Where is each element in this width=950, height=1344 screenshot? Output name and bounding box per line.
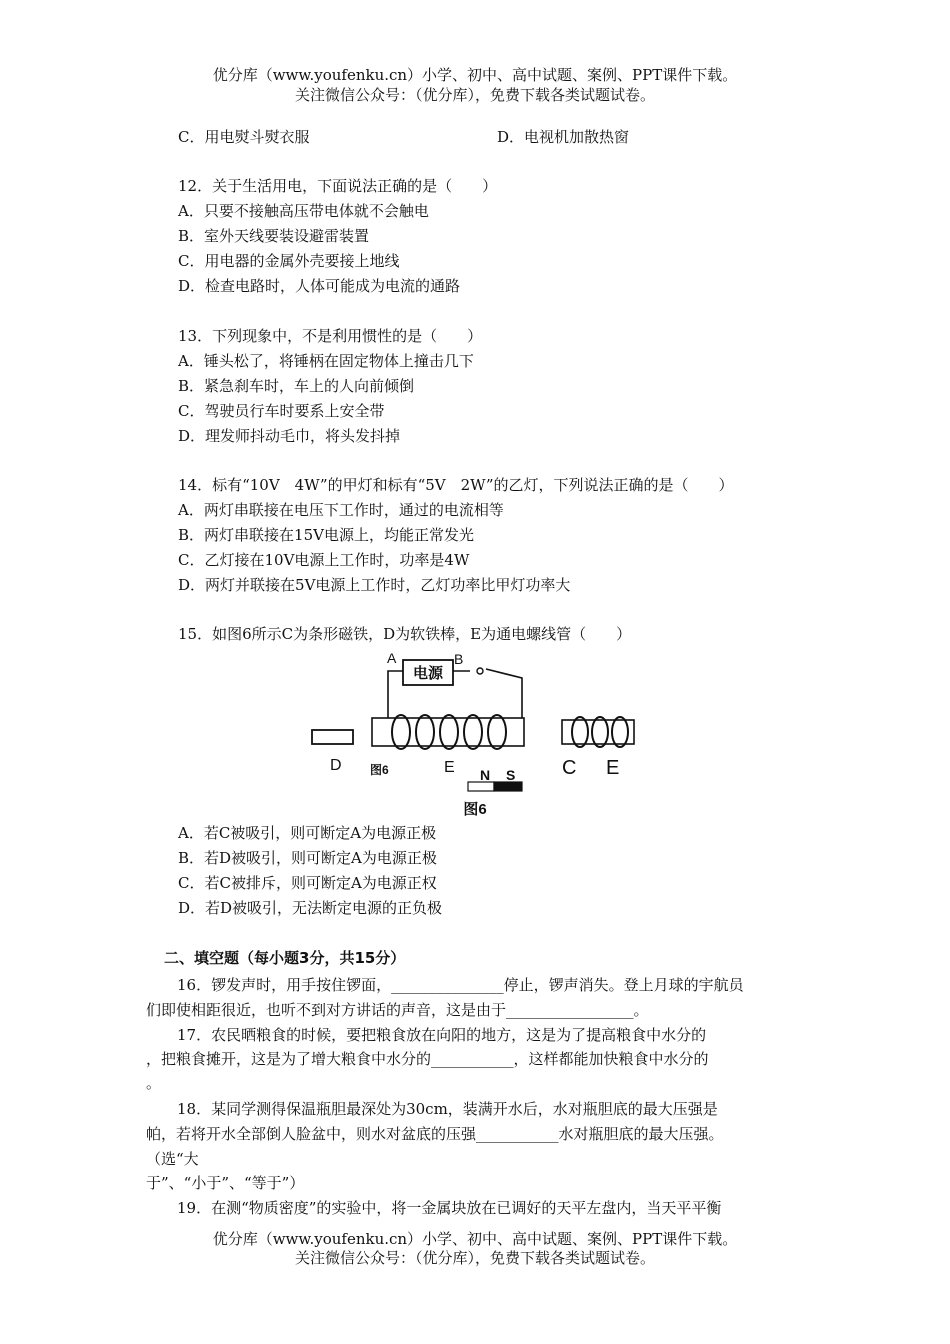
q15-option-d: D．若D被吸引，无法断定电源的正负极 xyxy=(178,899,443,917)
figure-6-circuit-diagram xyxy=(300,648,650,830)
q12-option-c: C．用电器的金属外壳要接上地线 xyxy=(178,252,400,270)
q13-stem: 13．下列现象中，不是利用惯性的是（ ） xyxy=(178,327,483,345)
q18-line-2: 帕，若将开水全部倒人脸盆中，则水对盆底的压强___________水对瓶胆底的最大压强。 xyxy=(146,1125,724,1143)
q11-option-d: D．电视机加散热窗 xyxy=(497,128,630,146)
q13-option-d: D．理发师抖动毛巾，将头发抖掉 xyxy=(178,427,401,445)
q17-line-3: 。 xyxy=(146,1074,162,1092)
solenoid-e-core xyxy=(372,718,524,746)
q14-stem: 14．标有“10V 4W”的甲灯和标有“5V 2W”的乙灯，下列说法正确的是（ ） xyxy=(178,476,734,494)
soft-iron-bar-d xyxy=(312,730,353,744)
q14-option-c: C．乙灯接在10V电源上工作时，功率是4W xyxy=(178,551,470,569)
footer-line-2: 关注微信公众号：（优分库），免费下载各类试题试卷。 xyxy=(294,1249,655,1267)
q11-option-c: C．用电熨斗熨衣服 xyxy=(178,128,310,146)
q18-line-1: 18．某同学测得保温瓶胆最深处为30cm，装满开水后，水对瓶胆底的最大压强是 xyxy=(177,1100,718,1118)
q13-option-c: C．驾驶员行车时要系上安全带 xyxy=(178,402,385,420)
q12-option-b: B．室外天线要装设避雷装置 xyxy=(178,227,370,245)
q19-line-1: 19．在测“物质密度”的实验中，将一金属块放在已调好的天平左盘内，当天平平衡 xyxy=(177,1199,722,1217)
label-c: C xyxy=(562,757,577,779)
power-source-label: 电源 xyxy=(412,665,444,682)
terminal-a-label: A xyxy=(387,650,397,666)
q15-option-c: C．若C被排斥，则可断定A为电源正权 xyxy=(178,874,437,892)
label-n: N xyxy=(480,767,491,783)
footer-line-1: 优分库（www.youfenku.cn）小学、初中、高中试题、案例、PPT课件下载。 xyxy=(212,1230,738,1248)
q18-line-4: 于”、“小于”、“等于”） xyxy=(146,1174,305,1192)
label-d: D xyxy=(330,757,342,774)
inner-figure-caption: 图6 xyxy=(370,763,389,777)
q12-option-a: A．只要不接触高压带电体就不会触电 xyxy=(178,202,429,220)
bar-magnet-s-half xyxy=(494,782,522,791)
label-s: S xyxy=(506,767,516,783)
q15-option-b: B．若D被吸引，则可断定A为电源正极 xyxy=(178,849,437,867)
q16-line-2: 们即使相距很近，也听不到对方讲话的声音，这是由于_________________。 xyxy=(146,1001,649,1019)
switch-contact-icon xyxy=(477,668,483,674)
q12-stem: 12．关于生活用电，下面说法正确的是（ ） xyxy=(178,177,498,195)
q14-option-a: A．两灯串联接在电压下工作时，通过的电流相等 xyxy=(178,501,504,519)
label-e: E xyxy=(444,759,455,776)
label-e-right: E xyxy=(606,757,620,779)
q12-option-d: D．检查电路时，人体可能成为电流的通路 xyxy=(178,277,461,295)
q13-option-a: A．锤头松了，将锤柄在固定物体上撞击几下 xyxy=(178,352,474,370)
q14-option-b: B．两灯串联接在15V电源上，均能正常发光 xyxy=(178,526,474,544)
q17-line-1: 17．农民晒粮食的时候，要把粮食放在向阳的地方，这是为了提高粮食中水分的 xyxy=(177,1026,707,1044)
header-line-1: 优分库（www.youfenku.cn）小学、初中、高中试题、案例、PPT课件下载。 xyxy=(212,66,738,84)
q13-option-b: B．紧急刹车时，车上的人向前倾倒 xyxy=(178,377,415,395)
q15-stem: 15．如图6所示C为条形磁铁，D为软铁棒，E为通电螺线管（ ） xyxy=(178,625,632,643)
q14-option-d: D．两灯并联接在5V电源上工作时，乙灯功率比甲灯功率大 xyxy=(178,576,571,594)
q16-line-1: 16．锣发声时，用手按住锣面，_______________停止，锣声消失。登上月球的宇航员 xyxy=(177,976,744,994)
q18-line-3: （选“大 xyxy=(146,1150,199,1168)
header-line-2: 关注微信公众号：（优分库），免费下载各类试题试卷。 xyxy=(294,86,655,104)
bar-magnet-n-half xyxy=(468,782,494,791)
figure-caption: 图6 xyxy=(463,801,487,818)
terminal-b-label: B xyxy=(454,651,464,667)
q15-option-a: A．若C被吸引，则可断定A为电源正极 xyxy=(178,824,437,842)
q17-line-2: ，把粮食摊开，这是为了增大粮食中水分的___________，这样都能加快粮食中水分的 xyxy=(146,1050,709,1068)
section-2-title: 二、填空题（每小题3分，共15分） xyxy=(164,949,406,967)
